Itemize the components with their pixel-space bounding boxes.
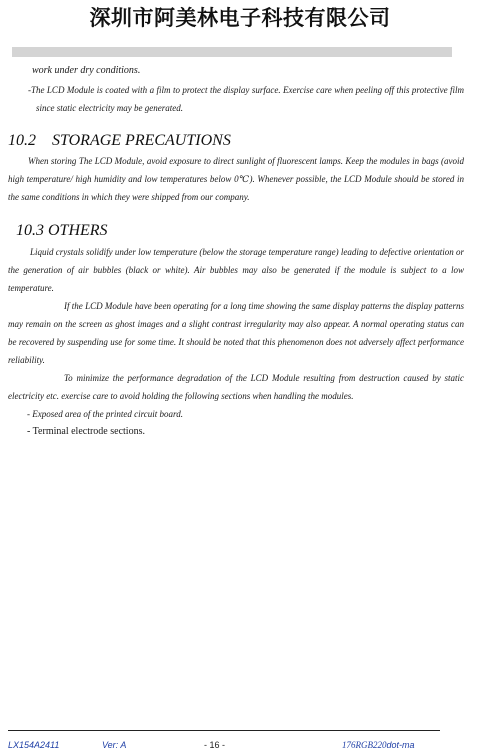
footer-divider: [8, 730, 440, 731]
others-paragraph-2: If the LCD Module have been operating for a long time showing the same display patterns the display patterns may remain on the screen as ghost images and a slight contrast irregularity may also appear. A normal operating status can be recovered by suspending use for some time. It should be noted that this phenomenon does not adversely affect performance reliability.: [8, 301, 464, 365]
footer-spec-suffix: dot-ma: [386, 740, 415, 750]
footer-spec-prefix: 176RGB220: [342, 740, 387, 750]
others-paragraph-3: To minimize the performance degradation of the LCD Module resulting from destruction caused by static electricity etc. exercise care to avoid holding the following sections when handling the modules.: [8, 373, 464, 401]
footer-version: Ver: A: [102, 740, 127, 750]
film-paragraph: -The LCD Module is coated with a film to protect the display surface. Exercise care when peeling off this protective film since static electricity may be generated.: [28, 85, 464, 113]
bullet-terminal-electrode: - Terminal electrode sections.: [27, 426, 145, 437]
dry-conditions-line: work under dry conditions.: [32, 65, 141, 76]
bullet-circuit-board: - Exposed area of the printed circuit board.: [27, 409, 183, 419]
footer-spec: [342, 739, 415, 751]
storage-paragraph: When storing The LCD Module, avoid exposure to direct sunlight of fluorescent lamps. Keep the modules in bags (avoid high temperature/ high humidity and low temperatures below 0℃). Whenever possible, the LCD Module should be stored in the same conditions in which they were shipped from our company.: [8, 156, 464, 202]
storage-heading: 10.2 STORAGE PRECAUTIONS: [8, 132, 231, 149]
others-paragraph-1: Liquid crystals solidify under low temperature (below the storage temperature range) leading to defective orientation or the generation of air bubbles (black or white). Air bubbles may also be generated if the module is subject to a low temperature.: [8, 247, 464, 293]
header-bar: [12, 47, 452, 57]
others-heading: 10.3 OTHERS: [16, 222, 108, 239]
footer-page-number: - 16 -: [204, 740, 226, 750]
footer-model: LX154A2411: [8, 740, 60, 750]
company-name: 深圳市阿美林电子科技有限公司: [89, 6, 391, 30]
